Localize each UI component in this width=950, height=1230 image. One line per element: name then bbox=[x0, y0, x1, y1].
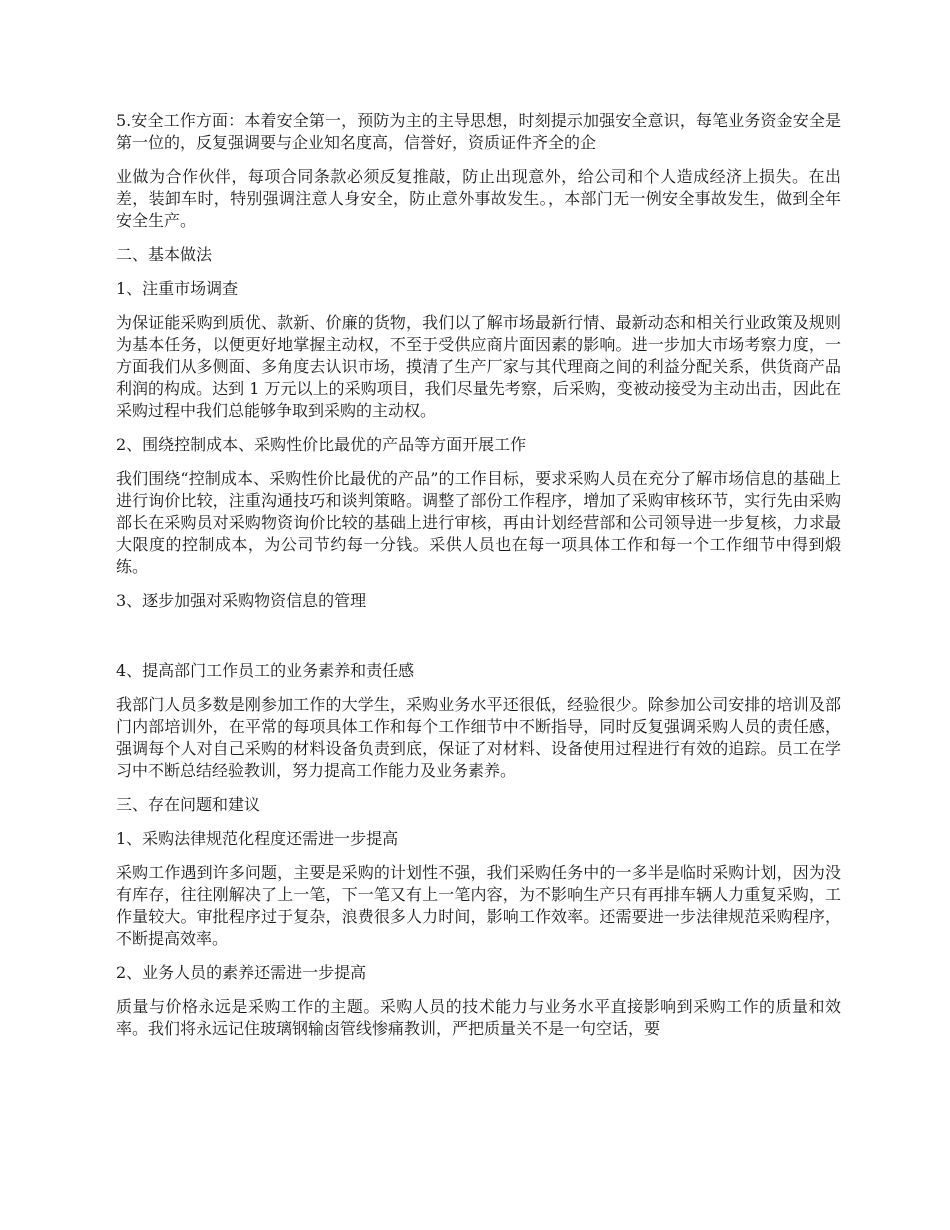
paragraph-safety-work-continued: 业做为合作伙伴，每项合同条款必须反复推敲，防止出现意外，给公司和个人造成经济上损失。在出差，装卸车时，特别强调注意人身安全，防止意外事故发生。，本部门无一例安全事故发生，做到全年安全生产。 bbox=[116, 167, 841, 230]
blank-spacer bbox=[116, 624, 841, 660]
paragraph-market-research: 为保证能采购到质优、款新、价廉的货物，我们以了解市场最新行情、最新动态和相关行业政策及规则为基本任务，以便更好地掌握主动权，不至于受供应商片面因素的影响。进一步加大市场考察力度，一方面我们从多侧面、多角度去认识市场，摸清了生产厂家与其代理商之间的利益分配关系，供货商产品利润的构成。达到 1 万元以上的采购项目，我们尽量先考察，后采购，变被动接受为主动出击，因此在采购过程中我们总能够争取到采购的主动权。 bbox=[116, 313, 841, 420]
subheading-cost-control: 2、围绕控制成本、采购性价比最优的产品等方面开展工作 bbox=[116, 435, 527, 454]
subheading-staff-quality: 4、提高部门工作员工的业务素养和责任感 bbox=[116, 661, 415, 680]
subheading-market-research: 1、注重市场调查 bbox=[116, 279, 239, 298]
section-heading-basic-methods: 二、基本做法 bbox=[116, 245, 213, 264]
paragraph-cost-control: 我们围绕“控制成本、采购性价比最优的产品”的工作目标，要求采购人员在充分了解市场信息的基础上进行询价比较，注重沟通技巧和谈判策略。调整了部份工作程序，增加了采购审核环节，实行先由采购部长在采购员对采购物资询价比较的基础上进行审核，再由计划经营部和公司领导进一步复核，力求最大限度的控制成本，为公司节约每一分钱。采供人员也在每一项具体工作和每一个工作细节中得到煅练。 bbox=[116, 469, 841, 576]
section-heading-problems: 三、存在问题和建议 bbox=[116, 795, 261, 814]
document-page bbox=[116, 110, 841, 1052]
paragraph-staff-quality: 我部门人员多数是刚参加工作的大学生，采购业务水平还很低，经验很少。除参加公司安排的培训及部门内部培训外，在平常的每项具体工作和每个工作细节中不断指导，同时反复强调采购人员的责任感，强调每个人对自己采购的材料设备负责到底，保证了对材料、设备使用过程进行有效的追踪。员工在学习中不断总结经验教训，努力提高工作能力及业务素养。 bbox=[116, 695, 841, 780]
paragraph-legal-standardization: 采购工作遇到许多问题，主要是采购的计划性不强，我们采购任务中的一多半是临时采购计划，因为没有库存，往往刚解决了上一笔，下一笔又有上一笔内容，为不影响生产只有再排车辆人力重复采购，工作量较大。审批程序过于复杂，浪费很多人力时间，影响工作效率。还需要进一步法律规范采购程序，不断提高效率。 bbox=[116, 863, 841, 948]
subheading-legal-standardization: 1、采购法律规范化程度还需进一步提高 bbox=[116, 829, 399, 848]
paragraph-quality-price: 质量与价格永远是采购工作的主题。采购人员的技术能力与业务水平直接影响到采购工作的质量和效率。我们将永远记住玻璃钢输卤管线惨痛教训，严把质量关不是一句空话，要 bbox=[116, 997, 841, 1038]
subheading-staff-improvement: 2、业务人员的素养还需进一步提高 bbox=[116, 963, 367, 982]
paragraph-safety-work: 5.安全工作方面：本着安全第一，预防为主的主导思想，时刻提示加强安全意识，每笔业务资金安全是第一位的，反复强调要与企业知名度高，信誉好，资质证件齐全的企 bbox=[116, 111, 841, 152]
subheading-information-management: 3、逐步加强对采购物资信息的管理 bbox=[116, 591, 367, 610]
